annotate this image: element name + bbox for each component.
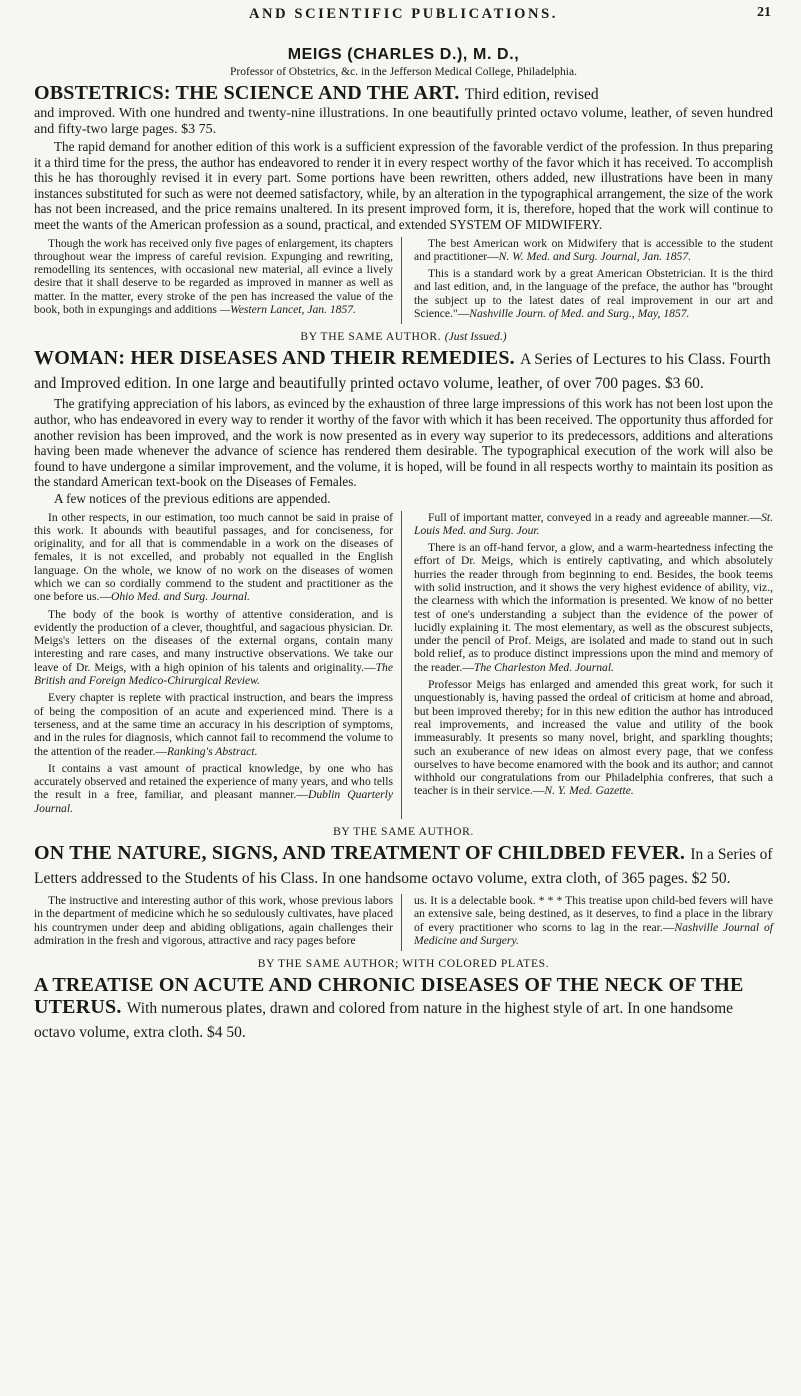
review-quote <box>34 894 393 947</box>
review-source: Ranking's Abstract. <box>166 744 258 758</box>
review-source: Nashville Journal of Medicine and Surgery. <box>414 920 773 947</box>
review-text: In other respects, in our estimation, too much cannot be said in praise of this work. It abounds with beautiful passages, and for conciseness, for originality, and for all that is commendable in a work on the diseases of females, it is not excelled, and probably not equalled in the English language. On the whole, we know of no work on the diseases of women which we can so cordially commend to the student and practitioner as the one before us.— <box>34 510 393 604</box>
review-text: Though the work has received only five pages of enlargement, its chapters throughout wear the impress of careful revision. Expunging and rewriting, remodelling its sentences, with occasional new material, all evince a lively desire that it shall deserve to be regarded as improved in manner as well as matter. In the matter, every stroke of the pen has increased the value of the book, both in expungings and additions <box>34 236 393 317</box>
review-text: The best American work on Midwifery that is accessible to the student and practitioner— <box>414 236 773 263</box>
book-edition: A Series of Lectures to his Class. Fourth and Improved edition. In one large and beautifully printed octavo volume, leather, of over 700 pages. $3 60. <box>34 351 771 393</box>
page-number: 21 <box>757 5 771 20</box>
by-same-author-heading: BY THE SAME AUTHOR; WITH COLORED PLATES. <box>257 957 550 971</box>
review-source: —Western Lancet, Jan. 1857. <box>219 303 356 317</box>
by-same-author-heading: BY THE SAME AUTHOR. <box>333 825 474 839</box>
review-quote <box>34 511 393 604</box>
book-title-obstetrics <box>34 82 773 106</box>
review-quote <box>414 237 773 264</box>
review-quote <box>414 511 773 538</box>
review-text: Professor Meigs has enlarged and amended this great work, for such it unquestionably is, having passed the ordeal of criticism at home and abroad, but been improved thereby; for in this new edition the author has introduced real improvements, and increased the value and utility of the book immeasurably. It presents so many novel, bright, and sparkling thoughts; such an exuberance of new ideas on almost every page, that we confess ourselves to have become enamored with the book and its author; and cannot withhold our congratulations from our Philadelphia confreres, that such a teacher is in their service.— <box>414 678 773 798</box>
running-head <box>34 0 773 44</box>
author-affiliation: Professor of Obstetrics, &c. in the Jefferson Medical College, Philadelphia. <box>230 66 577 78</box>
review-quote <box>34 237 393 317</box>
review-quote <box>414 541 773 674</box>
review-source: The British and Foreign Medico-Chirurgical Review. <box>34 660 393 688</box>
book-title-woman <box>34 347 773 395</box>
book-title-text: OBSTETRICS: THE SCIENCE AND THE ART. <box>34 82 460 104</box>
book-edition: Third edition, revised <box>464 86 599 103</box>
review-quote <box>34 762 393 815</box>
author-name: MEIGS (CHARLES D.), M. D., <box>287 46 520 63</box>
reviews-right-column <box>414 894 773 951</box>
running-title: AND SCIENTIFIC PUBLICATIONS. <box>248 6 558 22</box>
review-text: There is an off-hand fervor, a glow, and a warm-heartedness infecting the effort of Dr. Meigs, which is entirely captivating, and which absolutely hurries the reader through from beginning to end. Besides, the book teems with solid instruction, and it shows the very highest evidence of ability, viz., the clearness with which the information is presented. We know of no better test of one's understanding a subject than the evidence of the power of lucidly explaining it. The most elementary, as well as the obscurest subjects, under the pencil of Prof. Meigs, are isolated and made to stand out in such bold relief, as to produce distinct impressions upon the mind and memory of the reader.— <box>414 541 773 674</box>
book-title-text: A TREATISE ON ACUTE AND CHRONIC DISEASES OF THE NECK OF THE UTERUS. <box>34 974 744 1019</box>
review-quote <box>34 608 393 688</box>
reviews-left-column <box>34 511 402 820</box>
review-source: The Charleston Med. Journal. <box>473 660 614 674</box>
book-edition: With numerous plates, drawn and colored from nature in the highest style of art. In one handsome octavo volume, extra cloth. $4 50. <box>34 1000 734 1042</box>
review-source: Ohio Med. and Surg. Journal. <box>110 590 250 604</box>
reviews-right-column <box>414 237 773 325</box>
review-text: This is a standard work by a great American Obstetrician. It is the third and last edition, and, in the language of the preface, the author has "brought the subject up to the latest dates of real improvement in our art and Science."— <box>414 267 773 321</box>
review-source: St. Louis Med. and Surg. Jour. <box>414 510 773 537</box>
by-same-author-label: BY THE SAME AUTHOR. <box>300 330 442 344</box>
reviews-left-column <box>34 237 402 325</box>
notices-intro: A few notices of the previous editions are appended. <box>54 490 331 506</box>
book-edition: In a Series of Letters addressed to the Students of his Class. In one handsome octavo volume, extra cloth, of 365 pages. $2 50. <box>34 846 773 888</box>
review-quote <box>414 267 773 320</box>
book-title-text: ON THE NATURE, SIGNS, AND TREATMENT OF CHILDBED FEVER. <box>34 842 686 865</box>
book-publication-details: and improved. With one hundred and twenty-nine illustrations. In one beautifully printed octavo volume, leather, of seven hundred and fifty-two large pages. $3 75. <box>34 106 773 137</box>
review-source: Dublin Quarterly Journal. <box>34 788 394 815</box>
book-description: The rapid demand for another edition of this work is a sufficient expression of the favorable verdict of the profession. In thus preparing it a third time for the press, the author has endeavored to render it in every respect worthy of the favor which it has received. To accomplish this he has thoroughly revised it in every part. Some portions have been rewritten, others added, new illustrations have been in many instances substituted for such as were not deemed satisfactory, while, by an alteration in the typographical arrangement, the size of the work has not been increased, and the price remains unaltered. In its present improved form, it is, therefore, hoped that the work will continue to meet the wants of the American profession as a sound, practical, and extended SYSTEM OF MIDWIFERY. <box>34 139 773 232</box>
book-description: The gratifying appreciation of his labors, as evinced by the exhaustion of three large impressions of this work has not been lost upon the author, who has endeavored in every way to render it worthy of the favor with which it has been received. The opportunity thus afforded for another revision has been improved, and the work is now presented as in every way superior to its predecessors, additions and alterations having been made whenever the advance of science has rendered them desirable. The typographical execution of the work will also be found to have undergone a similar improvement, and the volume, it is hoped, will be found in all respects worthy to maintain its position as the standard American text-book on the Diseases of Females. <box>34 396 773 490</box>
review-source: N. W. Med. and Surg. Journal, Jan. 1857. <box>498 249 692 263</box>
review-quote <box>414 894 773 947</box>
review-text: The instructive and interesting author of this work, whose previous labors in the department of medicine which he so sedulously cultivates, have placed his countrymen under deep and abiding obligations, again challenges their admiration in the fresh and vigorous, attractive and racy pages before <box>34 894 393 947</box>
review-quote <box>414 678 773 798</box>
review-text: Every chapter is replete with practical instruction, and bears the impress of being the composition of an acute and experienced mind. There is a terseness, and at the same time an accuracy in his description of symptoms, and in the rules for diagnosis, which cannot fail to recommend the volume to the attention of the reader.— <box>34 691 393 758</box>
reviews-right-column <box>414 511 773 820</box>
reviews-woman <box>34 511 773 820</box>
book-title-text: WOMAN: HER DISEASES AND THEIR REMEDIES. <box>34 347 515 370</box>
book-title-uterus <box>34 974 773 1044</box>
book-title-childbed-fever <box>34 842 773 890</box>
review-text: Full of important matter, conveyed in a ready and agreeable manner.— <box>428 510 762 524</box>
reviews-left-column <box>34 894 402 951</box>
just-issued-note: (Just Issued.) <box>444 330 507 344</box>
review-text: It contains a vast amount of practical knowledge, by one who has accurately observed and retained the experience of many years, and who tells the result in a free, familiar, and pleasant manner.— <box>34 761 393 802</box>
reviews-childbed-fever <box>34 894 773 951</box>
reviews-obstetrics <box>34 237 773 325</box>
review-source: Nashville Journ. of Med. and Surg., May, 1857. <box>469 307 690 321</box>
review-source: N. Y. Med. Gazette. <box>544 784 634 798</box>
review-text: The body of the book is worthy of attentive consideration, and is evidently the production of a clever, thoughtful, and sagacious physician. Dr. Meigs's letters on the diseases of the external organs, contain many interesting and rare cases, and many instructive observations. We take our leave of Dr. Meigs, with a high opinion of his talents and originality.— <box>34 607 393 674</box>
review-quote <box>34 691 393 757</box>
review-text: us. It is a delectable book. * * * This treatise upon child-bed fevers will have an extensive sale, being destined, as it deserves, to find a place in the library of every practitioner who scorns to lag in the rear.— <box>414 894 773 934</box>
by-same-author-heading <box>34 330 773 343</box>
